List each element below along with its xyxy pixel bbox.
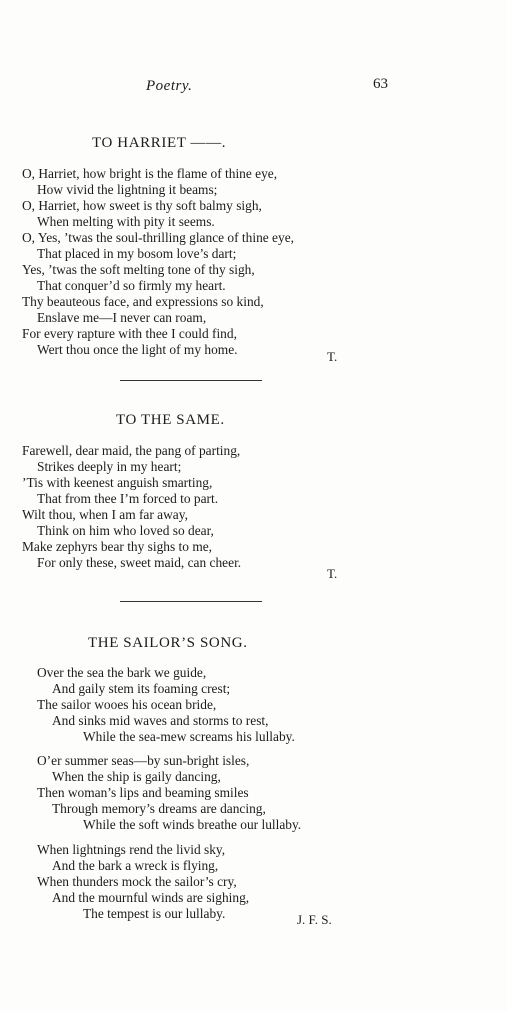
poem-title: THE SAILOR’S SONG. [88,635,248,651]
poem-line: O, Yes, ’twas the soul-thrilling glance of thine eye, [22,230,294,245]
section-divider [120,601,262,602]
poem-title: TO THE SAME. [116,412,225,428]
poem-line: That placed in my bosom love’s dart; [37,246,237,261]
poem-signature: T. [327,566,338,581]
poem-line: How vivid the lightning it beams; [37,182,218,197]
poem-line: Wilt thou, when I am far away, [22,507,188,522]
poem-line: When thunders mock the sailor’s cry, [37,874,237,889]
poem-line: The sailor wooes his ocean bride, [37,697,217,712]
poem-line: When lightnings rend the livid sky, [37,842,226,857]
poem-signature: T. [327,349,338,364]
poem-line: Yes, ’twas the soft melting tone of thy sigh, [22,262,255,277]
poem-line: When the ship is gaily dancing, [52,769,221,784]
poem-signature: J. F. S. [297,912,332,927]
poem-line: Then woman’s lips and beaming smiles [37,785,249,800]
page-number: 63 [373,76,388,92]
poem-line: The tempest is our lullaby. [83,906,226,921]
poem-line: For only these, sweet maid, can cheer. [37,555,242,570]
poem-line: Wert thou once the light of my home. [37,342,238,357]
poem-line: Enslave me—I never can roam, [37,310,207,325]
poem-line: O, Harriet, how bright is the flame of thine eye, [22,166,278,181]
poem-line: Thy beauteous face, and expressions so kind, [22,294,264,309]
poem-line: O, Harriet, how sweet is thy soft balmy sigh, [22,198,262,213]
poem-line: Farewell, dear maid, the pang of parting, [22,443,241,458]
poem-line: Think on him who loved so dear, [37,523,214,538]
section-divider [120,380,262,381]
poem-line: That from thee I’m forced to part. [37,491,219,506]
poem-line: For every rapture with thee I could find, [22,326,237,341]
poem-line: And gaily stem its foaming crest; [52,681,231,696]
poem-line: O’er summer seas—by sun-bright isles, [37,753,250,768]
poem-line: Over the sea the bark we guide, [37,665,207,680]
poem-line: And sinks mid waves and storms to rest, [52,713,269,728]
poem-line: And the mournful winds are sighing, [52,890,250,905]
poem-line: While the soft winds breathe our lullaby. [83,817,302,832]
running-head-title: Poetry. [146,78,193,94]
poem-line: While the sea-mew screams his lullaby. [83,729,295,744]
poem-line: Strikes deeply in my heart; [37,459,182,474]
poem-line: That conquer’d so firmly my heart. [37,278,226,293]
poem-line: When melting with pity it seems. [37,214,215,229]
poem-line: And the bark a wreck is flying, [52,858,219,873]
poem-line: ’Tis with keenest anguish smarting, [22,475,213,490]
poem-line: Make zephyrs bear thy sighs to me, [22,539,213,554]
poem-title: TO HARRIET ——. [92,135,227,151]
poem-line: Through memory’s dreams are dancing, [52,801,266,816]
